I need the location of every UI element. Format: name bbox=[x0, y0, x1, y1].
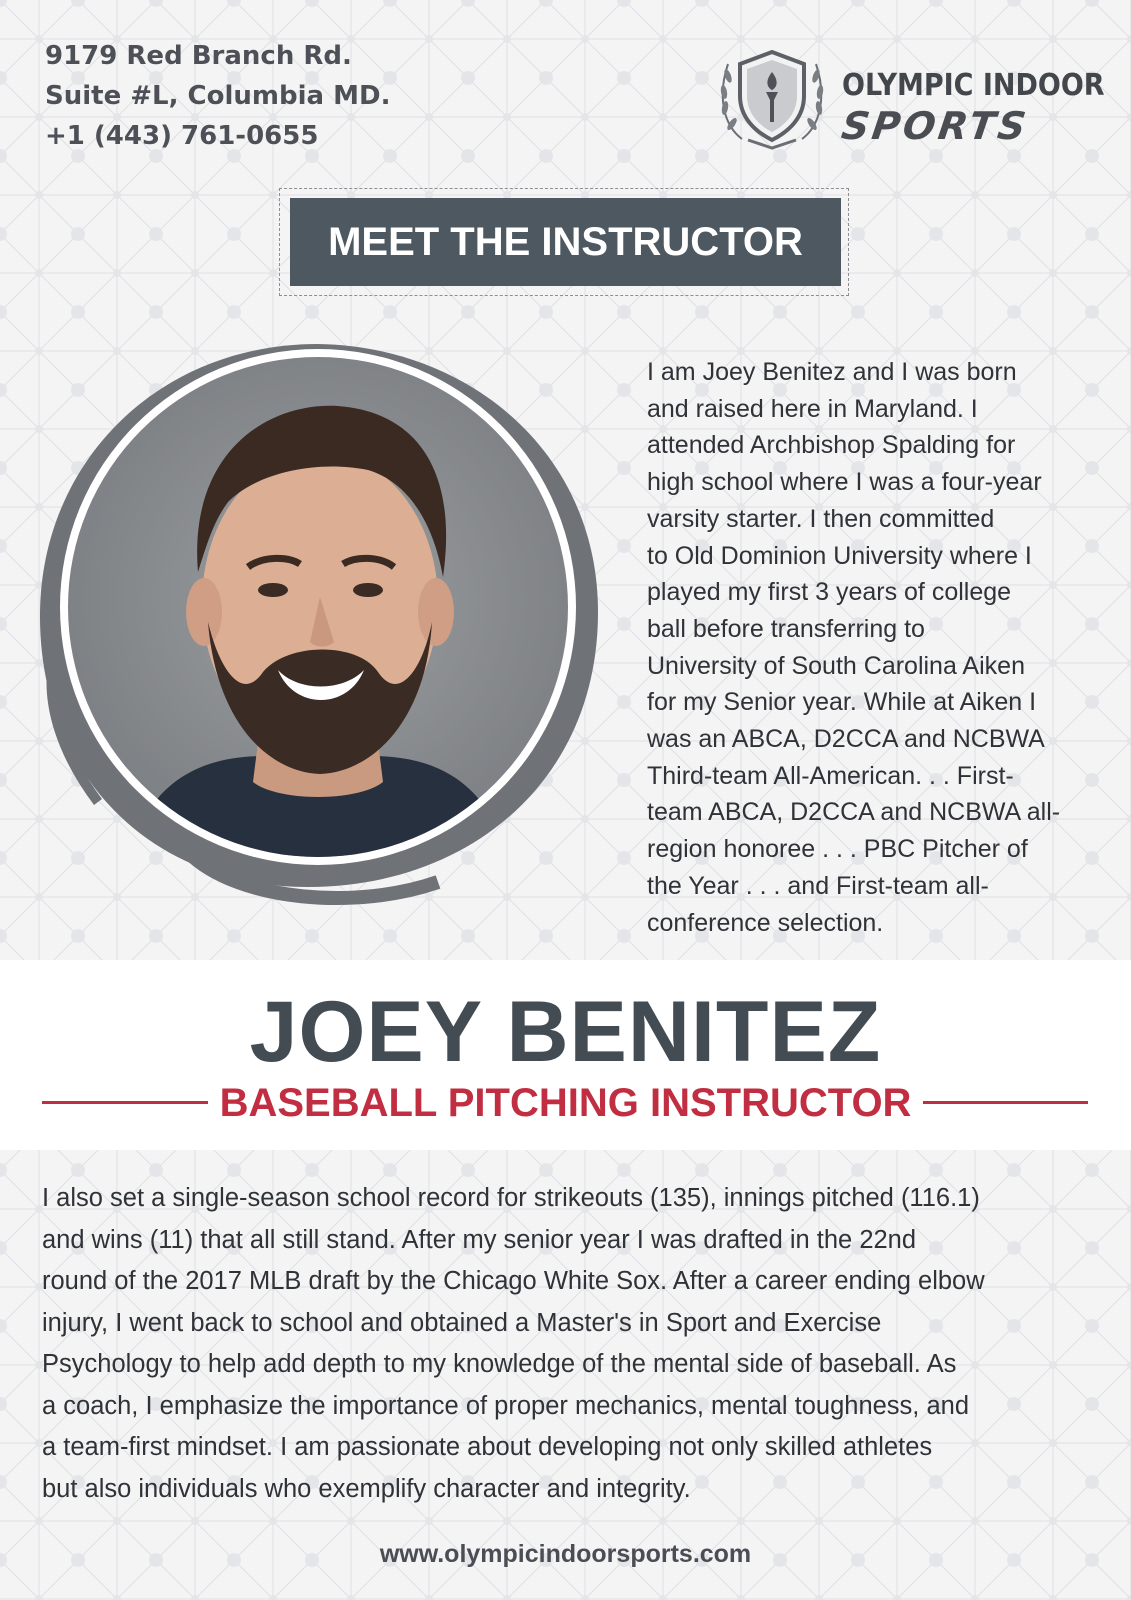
phone-number: +1 (443) 761-0655 bbox=[45, 121, 319, 151]
bio-intro-line: played my first 3 years of college bbox=[647, 578, 1012, 607]
torch-shield-laurel-icon bbox=[712, 44, 832, 154]
logo-text-secondary: SPORTS bbox=[838, 104, 1032, 148]
bio-intro-line: high school where I was a four-year bbox=[647, 468, 1042, 497]
bio-details bbox=[42, 1178, 1102, 1510]
address-line-2: Suite #L, Columbia MD. bbox=[45, 81, 391, 111]
bio-intro-line: the Year . . . and First-team all- bbox=[647, 871, 989, 900]
bio-details-line: injury, I went back to school and obtained a Master's in Sport and Exercise bbox=[42, 1308, 882, 1337]
bio-intro-line: team ABCA, D2CCA and NCBWA all- bbox=[647, 798, 1061, 827]
bio-intro-line: for my Senior year. While at Aiken I bbox=[647, 688, 1037, 717]
bio-intro-line: ball before transferring to bbox=[647, 614, 925, 643]
bio-details-line: Psychology to help add depth to my knowledge of the mental side of baseball. As bbox=[42, 1350, 957, 1378]
contact-block bbox=[45, 36, 390, 156]
address-line-1: 9179 Red Branch Rd. bbox=[45, 41, 352, 71]
bio-details-line: a team-first mindset. I am passionate about developing not only skilled athletes bbox=[42, 1433, 933, 1461]
bio-intro-line: to Old Dominion University where I bbox=[647, 541, 1032, 570]
bio-intro-line: University of South Carolina Aiken bbox=[647, 651, 1025, 680]
bio-details-line: a coach, I emphasize the importance of proper mechanics, mental toughness, and bbox=[42, 1391, 970, 1420]
logo-text-primary: OLYMPIC INDOOR bbox=[842, 68, 1105, 103]
bio-details-line: round of the 2017 MLB draft by the Chicago White Sox. After a career ending elbow bbox=[42, 1267, 985, 1295]
bio-details-line: and wins (11) that all still stand. After my senior year I was drafted in the 22nd bbox=[42, 1225, 917, 1254]
bio-intro bbox=[647, 354, 1107, 941]
bio-intro-line: region honoree . . . PBC Pitcher of bbox=[647, 835, 1028, 864]
instructor-portrait bbox=[38, 342, 608, 912]
brand-logo bbox=[712, 44, 1105, 154]
bio-intro-line: varsity starter. I then committed bbox=[647, 504, 995, 533]
bio-intro-line: I am Joey Benitez and I was born bbox=[647, 358, 1017, 386]
bio-intro-line: attended Archbishop Spalding for bbox=[647, 431, 1016, 460]
bio-intro-line: and raised here in Maryland. I bbox=[647, 394, 978, 423]
instructor-name: JOEY BENITEZ bbox=[249, 984, 882, 1080]
bio-details-line: but also individuals who exemplify character and integrity. bbox=[42, 1474, 691, 1503]
bio-intro-line: conference selection. bbox=[647, 908, 884, 937]
bio-intro-line: Third-team All-American. . . First- bbox=[647, 761, 1014, 790]
heading-text: MEET THE INSTRUCTOR bbox=[328, 219, 803, 264]
bio-details-line: I also set a single-season school record for strikeouts (135), innings pitched (116.1) bbox=[42, 1184, 980, 1212]
heading-banner bbox=[290, 198, 841, 286]
website-link[interactable]: www.olympicindoorsports.com bbox=[379, 1540, 752, 1568]
bio-intro-line: was an ABCA, D2CCA and NCBWA bbox=[647, 725, 1045, 754]
instructor-role: BASEBALL PITCHING INSTRUCTOR bbox=[219, 1081, 912, 1125]
